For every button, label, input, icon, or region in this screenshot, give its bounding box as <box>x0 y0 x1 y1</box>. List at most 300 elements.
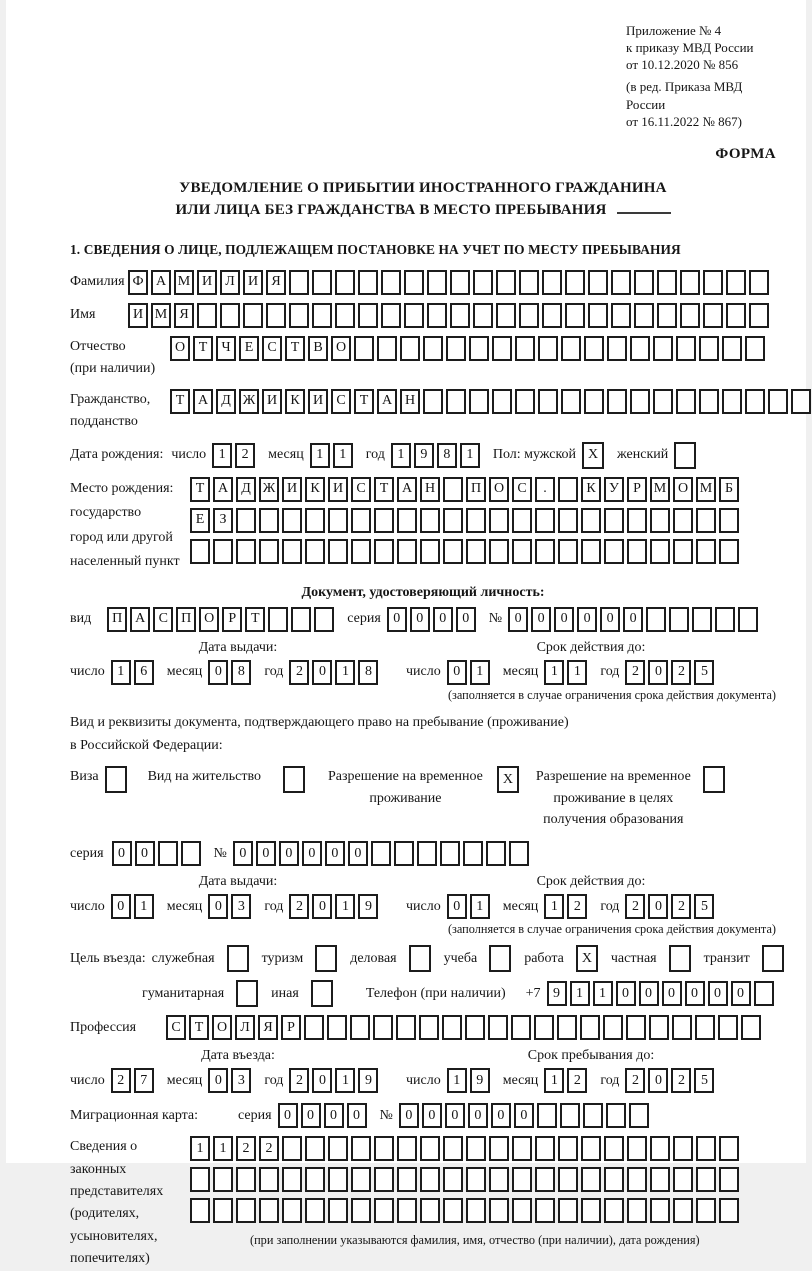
char-cell[interactable]: 0 <box>577 607 597 632</box>
char-cell[interactable] <box>669 945 691 972</box>
char-cell[interactable] <box>236 1167 256 1192</box>
char-cell[interactable] <box>282 1167 302 1192</box>
char-cell[interactable] <box>311 980 333 1007</box>
char-cell[interactable]: 0 <box>312 894 332 919</box>
char-cell[interactable]: С <box>153 607 173 632</box>
char-cell[interactable] <box>696 1167 716 1192</box>
char-cell[interactable] <box>741 1015 761 1040</box>
char-cell[interactable] <box>630 389 650 414</box>
char-cell[interactable]: 2 <box>671 660 691 685</box>
char-cell[interactable] <box>715 607 735 632</box>
char-cell[interactable] <box>282 1198 302 1223</box>
char-cell[interactable]: 0 <box>648 894 668 919</box>
char-cell[interactable] <box>627 1136 647 1161</box>
char-cell[interactable] <box>236 508 256 533</box>
char-cell[interactable] <box>627 1167 647 1192</box>
char-cell[interactable] <box>515 389 535 414</box>
char-cell[interactable]: И <box>262 389 282 414</box>
char-cell[interactable] <box>676 389 696 414</box>
char-cell[interactable] <box>512 1167 532 1192</box>
char-cell[interactable] <box>259 508 279 533</box>
char-cell[interactable] <box>719 1198 739 1223</box>
char-cell[interactable] <box>745 336 765 361</box>
char-cell[interactable]: 8 <box>231 660 251 685</box>
char-cell[interactable] <box>565 303 585 328</box>
char-cell[interactable]: С <box>166 1015 186 1040</box>
char-cell[interactable]: Ф <box>128 270 148 295</box>
char-cell[interactable] <box>558 477 578 502</box>
char-cell[interactable]: С <box>331 389 351 414</box>
char-cell[interactable] <box>669 607 689 632</box>
char-cell[interactable]: 9 <box>358 1068 378 1093</box>
char-cell[interactable]: Т <box>354 389 374 414</box>
char-cell[interactable] <box>443 539 463 564</box>
char-cell[interactable] <box>673 1167 693 1192</box>
char-cell[interactable] <box>695 1015 715 1040</box>
char-cell[interactable]: П <box>107 607 127 632</box>
char-cell[interactable] <box>561 389 581 414</box>
char-cell[interactable]: А <box>397 477 417 502</box>
char-cell[interactable]: 0 <box>648 1068 668 1093</box>
char-cell[interactable] <box>699 389 719 414</box>
char-cell[interactable] <box>535 1198 555 1223</box>
char-cell[interactable]: 2 <box>625 894 645 919</box>
char-cell[interactable] <box>604 539 624 564</box>
char-cell[interactable] <box>354 336 374 361</box>
char-cell[interactable]: О <box>170 336 190 361</box>
char-cell[interactable] <box>696 539 716 564</box>
char-cell[interactable]: 2 <box>236 1136 256 1161</box>
char-cell[interactable] <box>673 539 693 564</box>
char-cell[interactable] <box>535 1136 555 1161</box>
char-cell[interactable] <box>749 270 769 295</box>
char-cell[interactable] <box>227 945 249 972</box>
char-cell[interactable] <box>158 841 178 866</box>
char-cell[interactable]: Т <box>190 477 210 502</box>
char-cell[interactable]: 2 <box>259 1136 279 1161</box>
char-cell[interactable] <box>650 508 670 533</box>
char-cell[interactable]: 0 <box>447 660 467 685</box>
char-cell[interactable] <box>328 508 348 533</box>
char-cell[interactable] <box>259 539 279 564</box>
char-cell[interactable] <box>466 539 486 564</box>
char-cell[interactable] <box>197 303 217 328</box>
char-cell[interactable]: 1 <box>335 1068 355 1093</box>
char-cell[interactable]: Т <box>189 1015 209 1040</box>
char-cell[interactable] <box>674 442 696 469</box>
char-cell[interactable]: 0 <box>399 1103 419 1128</box>
char-cell[interactable] <box>489 1136 509 1161</box>
char-cell[interactable] <box>492 389 512 414</box>
char-cell[interactable]: М <box>174 270 194 295</box>
char-cell[interactable]: 0 <box>708 981 728 1006</box>
char-cell[interactable]: Л <box>220 270 240 295</box>
char-cell[interactable] <box>768 389 788 414</box>
char-cell[interactable]: 0 <box>410 607 430 632</box>
char-cell[interactable] <box>423 389 443 414</box>
char-cell[interactable] <box>584 336 604 361</box>
char-cell[interactable] <box>699 336 719 361</box>
char-cell[interactable] <box>358 303 378 328</box>
char-cell[interactable]: К <box>285 389 305 414</box>
char-cell[interactable] <box>427 303 447 328</box>
char-cell[interactable] <box>328 1167 348 1192</box>
char-cell[interactable] <box>473 270 493 295</box>
char-cell[interactable] <box>315 945 337 972</box>
char-cell[interactable] <box>607 336 627 361</box>
char-cell[interactable] <box>373 1015 393 1040</box>
char-cell[interactable]: 0 <box>468 1103 488 1128</box>
char-cell[interactable] <box>440 841 460 866</box>
char-cell[interactable] <box>692 607 712 632</box>
char-cell[interactable] <box>423 336 443 361</box>
char-cell[interactable]: 2 <box>111 1068 131 1093</box>
char-cell[interactable]: 0 <box>111 894 131 919</box>
char-cell[interactable]: 0 <box>279 841 299 866</box>
char-cell[interactable] <box>282 539 302 564</box>
char-cell[interactable]: 0 <box>422 1103 442 1128</box>
char-cell[interactable]: 0 <box>531 607 551 632</box>
char-cell[interactable] <box>557 1015 577 1040</box>
char-cell[interactable]: 0 <box>208 894 228 919</box>
char-cell[interactable] <box>535 1167 555 1192</box>
char-cell[interactable] <box>305 1198 325 1223</box>
char-cell[interactable] <box>473 303 493 328</box>
char-cell[interactable] <box>537 1103 557 1128</box>
char-cell[interactable] <box>534 1015 554 1040</box>
char-cell[interactable]: Т <box>170 389 190 414</box>
char-cell[interactable] <box>283 766 305 793</box>
char-cell[interactable]: 0 <box>514 1103 534 1128</box>
char-cell[interactable] <box>581 539 601 564</box>
char-cell[interactable]: О <box>673 477 693 502</box>
char-cell[interactable] <box>450 270 470 295</box>
char-cell[interactable] <box>719 508 739 533</box>
char-cell[interactable] <box>512 1136 532 1161</box>
char-cell[interactable] <box>243 303 263 328</box>
char-cell[interactable] <box>305 1167 325 1192</box>
char-cell[interactable] <box>314 607 334 632</box>
char-cell[interactable] <box>581 1136 601 1161</box>
char-cell[interactable]: И <box>282 477 302 502</box>
char-cell[interactable] <box>696 1198 716 1223</box>
char-cell[interactable] <box>443 477 463 502</box>
char-cell[interactable] <box>542 303 562 328</box>
char-cell[interactable]: З <box>213 508 233 533</box>
char-cell[interactable] <box>627 539 647 564</box>
char-cell[interactable] <box>535 539 555 564</box>
char-cell[interactable] <box>381 303 401 328</box>
char-cell[interactable] <box>657 270 677 295</box>
char-cell[interactable] <box>607 389 627 414</box>
char-cell[interactable] <box>538 389 558 414</box>
char-cell[interactable]: О <box>212 1015 232 1040</box>
char-cell[interactable]: 0 <box>301 1103 321 1128</box>
char-cell[interactable] <box>443 508 463 533</box>
char-cell[interactable]: И <box>328 477 348 502</box>
char-cell[interactable] <box>738 607 758 632</box>
char-cell[interactable] <box>515 336 535 361</box>
char-cell[interactable]: 5 <box>694 894 714 919</box>
char-cell[interactable] <box>305 1136 325 1161</box>
char-cell[interactable] <box>397 1136 417 1161</box>
char-cell[interactable] <box>791 389 811 414</box>
char-cell[interactable] <box>653 336 673 361</box>
char-cell[interactable] <box>673 508 693 533</box>
char-cell[interactable] <box>446 336 466 361</box>
char-cell[interactable]: 7 <box>134 1068 154 1093</box>
char-cell[interactable] <box>236 1198 256 1223</box>
char-cell[interactable]: 0 <box>648 660 668 685</box>
char-cell[interactable] <box>512 1198 532 1223</box>
char-cell[interactable] <box>629 1103 649 1128</box>
char-cell[interactable]: Н <box>400 389 420 414</box>
char-cell[interactable] <box>583 1103 603 1128</box>
char-cell[interactable] <box>396 1015 416 1040</box>
char-cell[interactable] <box>266 303 286 328</box>
char-cell[interactable]: 1 <box>593 981 613 1006</box>
char-cell[interactable]: Т <box>285 336 305 361</box>
char-cell[interactable] <box>558 1136 578 1161</box>
char-cell[interactable] <box>489 508 509 533</box>
char-cell[interactable] <box>305 508 325 533</box>
char-cell[interactable] <box>588 303 608 328</box>
char-cell[interactable]: 2 <box>289 660 309 685</box>
char-cell[interactable] <box>650 1167 670 1192</box>
char-cell[interactable]: 2 <box>625 660 645 685</box>
char-cell[interactable] <box>604 1167 624 1192</box>
char-cell[interactable]: 0 <box>312 1068 332 1093</box>
char-cell[interactable] <box>509 841 529 866</box>
char-cell[interactable] <box>726 303 746 328</box>
char-cell[interactable]: 2 <box>289 894 309 919</box>
char-cell[interactable]: 0 <box>325 841 345 866</box>
char-cell[interactable] <box>469 389 489 414</box>
char-cell[interactable] <box>466 508 486 533</box>
char-cell[interactable] <box>611 270 631 295</box>
char-cell[interactable]: 6 <box>134 660 154 685</box>
char-cell[interactable] <box>419 1015 439 1040</box>
char-cell[interactable] <box>335 303 355 328</box>
char-cell[interactable] <box>466 1167 486 1192</box>
char-cell[interactable] <box>646 607 666 632</box>
char-cell[interactable]: 0 <box>554 607 574 632</box>
char-cell[interactable] <box>394 841 414 866</box>
char-cell[interactable]: 0 <box>433 607 453 632</box>
char-cell[interactable] <box>213 539 233 564</box>
char-cell[interactable] <box>650 1136 670 1161</box>
char-cell[interactable] <box>603 1015 623 1040</box>
char-cell[interactable]: 2 <box>567 894 587 919</box>
char-cell[interactable] <box>374 1167 394 1192</box>
char-cell[interactable]: Я <box>266 270 286 295</box>
char-cell[interactable]: Р <box>627 477 647 502</box>
char-cell[interactable]: Р <box>281 1015 301 1040</box>
char-cell[interactable] <box>404 270 424 295</box>
char-cell[interactable]: 1 <box>447 1068 467 1093</box>
char-cell[interactable]: X <box>497 766 519 793</box>
char-cell[interactable]: 1 <box>570 981 590 1006</box>
char-cell[interactable] <box>220 303 240 328</box>
char-cell[interactable]: 5 <box>694 660 714 685</box>
char-cell[interactable]: 1 <box>544 1068 564 1093</box>
char-cell[interactable] <box>672 1015 692 1040</box>
char-cell[interactable] <box>558 1198 578 1223</box>
char-cell[interactable] <box>611 303 631 328</box>
char-cell[interactable]: 2 <box>567 1068 587 1093</box>
char-cell[interactable] <box>489 1198 509 1223</box>
char-cell[interactable]: 1 <box>213 1136 233 1161</box>
char-cell[interactable] <box>542 270 562 295</box>
char-cell[interactable]: 0 <box>256 841 276 866</box>
char-cell[interactable] <box>289 303 309 328</box>
char-cell[interactable]: Д <box>236 477 256 502</box>
char-cell[interactable] <box>371 841 391 866</box>
char-cell[interactable] <box>350 1015 370 1040</box>
char-cell[interactable] <box>466 1198 486 1223</box>
char-cell[interactable] <box>181 841 201 866</box>
char-cell[interactable] <box>397 508 417 533</box>
char-cell[interactable]: 0 <box>600 607 620 632</box>
char-cell[interactable]: 1 <box>470 894 490 919</box>
char-cell[interactable] <box>489 1167 509 1192</box>
char-cell[interactable] <box>680 303 700 328</box>
char-cell[interactable] <box>718 1015 738 1040</box>
char-cell[interactable] <box>538 336 558 361</box>
char-cell[interactable]: 0 <box>616 981 636 1006</box>
char-cell[interactable]: К <box>581 477 601 502</box>
char-cell[interactable]: 0 <box>135 841 155 866</box>
char-cell[interactable]: 9 <box>414 443 434 468</box>
char-cell[interactable] <box>749 303 769 328</box>
char-cell[interactable]: П <box>466 477 486 502</box>
char-cell[interactable]: 0 <box>208 1068 228 1093</box>
char-cell[interactable]: 0 <box>233 841 253 866</box>
char-cell[interactable] <box>673 1136 693 1161</box>
char-cell[interactable] <box>420 1198 440 1223</box>
char-cell[interactable] <box>374 1136 394 1161</box>
char-cell[interactable]: 0 <box>508 607 528 632</box>
char-cell[interactable]: 1 <box>333 443 353 468</box>
char-cell[interactable] <box>420 539 440 564</box>
char-cell[interactable]: 9 <box>470 1068 490 1093</box>
char-cell[interactable] <box>420 1136 440 1161</box>
char-cell[interactable] <box>657 303 677 328</box>
char-cell[interactable] <box>443 1136 463 1161</box>
char-cell[interactable]: 1 <box>391 443 411 468</box>
char-cell[interactable]: 1 <box>190 1136 210 1161</box>
char-cell[interactable]: 8 <box>358 660 378 685</box>
char-cell[interactable]: И <box>128 303 148 328</box>
char-cell[interactable] <box>351 539 371 564</box>
char-cell[interactable] <box>190 539 210 564</box>
char-cell[interactable] <box>259 1167 279 1192</box>
char-cell[interactable]: А <box>130 607 150 632</box>
char-cell[interactable] <box>719 539 739 564</box>
char-cell[interactable]: 0 <box>447 894 467 919</box>
char-cell[interactable] <box>489 945 511 972</box>
char-cell[interactable] <box>762 945 784 972</box>
char-cell[interactable]: Т <box>193 336 213 361</box>
char-cell[interactable] <box>259 1198 279 1223</box>
char-cell[interactable] <box>213 1198 233 1223</box>
char-cell[interactable] <box>754 981 774 1006</box>
char-cell[interactable] <box>722 389 742 414</box>
char-cell[interactable]: Ж <box>259 477 279 502</box>
char-cell[interactable]: 0 <box>639 981 659 1006</box>
char-cell[interactable] <box>328 1136 348 1161</box>
char-cell[interactable] <box>726 270 746 295</box>
char-cell[interactable]: 9 <box>358 894 378 919</box>
char-cell[interactable]: 3 <box>231 1068 251 1093</box>
char-cell[interactable] <box>443 1198 463 1223</box>
char-cell[interactable]: С <box>262 336 282 361</box>
char-cell[interactable] <box>703 303 723 328</box>
char-cell[interactable] <box>580 1015 600 1040</box>
char-cell[interactable] <box>442 1015 462 1040</box>
char-cell[interactable]: 2 <box>671 894 691 919</box>
char-cell[interactable] <box>374 508 394 533</box>
char-cell[interactable]: Ч <box>216 336 236 361</box>
char-cell[interactable]: 0 <box>623 607 643 632</box>
char-cell[interactable] <box>381 270 401 295</box>
char-cell[interactable] <box>604 1136 624 1161</box>
char-cell[interactable] <box>653 389 673 414</box>
char-cell[interactable]: 0 <box>302 841 322 866</box>
char-cell[interactable] <box>673 1198 693 1223</box>
char-cell[interactable]: . <box>535 477 555 502</box>
char-cell[interactable] <box>397 1167 417 1192</box>
char-cell[interactable] <box>722 336 742 361</box>
char-cell[interactable] <box>397 539 417 564</box>
char-cell[interactable] <box>282 1136 302 1161</box>
char-cell[interactable] <box>291 607 311 632</box>
char-cell[interactable] <box>463 841 483 866</box>
char-cell[interactable]: 2 <box>625 1068 645 1093</box>
char-cell[interactable]: 0 <box>685 981 705 1006</box>
char-cell[interactable] <box>703 766 725 793</box>
char-cell[interactable] <box>446 389 466 414</box>
char-cell[interactable] <box>649 1015 669 1040</box>
char-cell[interactable]: Т <box>374 477 394 502</box>
char-cell[interactable] <box>565 270 585 295</box>
char-cell[interactable]: 0 <box>347 1103 367 1128</box>
char-cell[interactable] <box>581 1198 601 1223</box>
char-cell[interactable]: 2 <box>671 1068 691 1093</box>
char-cell[interactable]: П <box>176 607 196 632</box>
char-cell[interactable]: У <box>604 477 624 502</box>
char-cell[interactable]: О <box>489 477 509 502</box>
char-cell[interactable]: С <box>512 477 532 502</box>
char-cell[interactable]: 2 <box>235 443 255 468</box>
char-cell[interactable]: 9 <box>547 981 567 1006</box>
char-cell[interactable] <box>512 539 532 564</box>
char-cell[interactable]: 0 <box>348 841 368 866</box>
char-cell[interactable] <box>581 1167 601 1192</box>
char-cell[interactable] <box>745 389 765 414</box>
char-cell[interactable]: Я <box>174 303 194 328</box>
char-cell[interactable]: Д <box>216 389 236 414</box>
char-cell[interactable]: 1 <box>544 660 564 685</box>
char-cell[interactable] <box>190 1198 210 1223</box>
char-cell[interactable] <box>719 1167 739 1192</box>
char-cell[interactable]: 1 <box>335 660 355 685</box>
char-cell[interactable]: Я <box>258 1015 278 1040</box>
char-cell[interactable]: 0 <box>312 660 332 685</box>
char-cell[interactable]: 0 <box>445 1103 465 1128</box>
char-cell[interactable]: И <box>197 270 217 295</box>
char-cell[interactable]: X <box>576 945 598 972</box>
